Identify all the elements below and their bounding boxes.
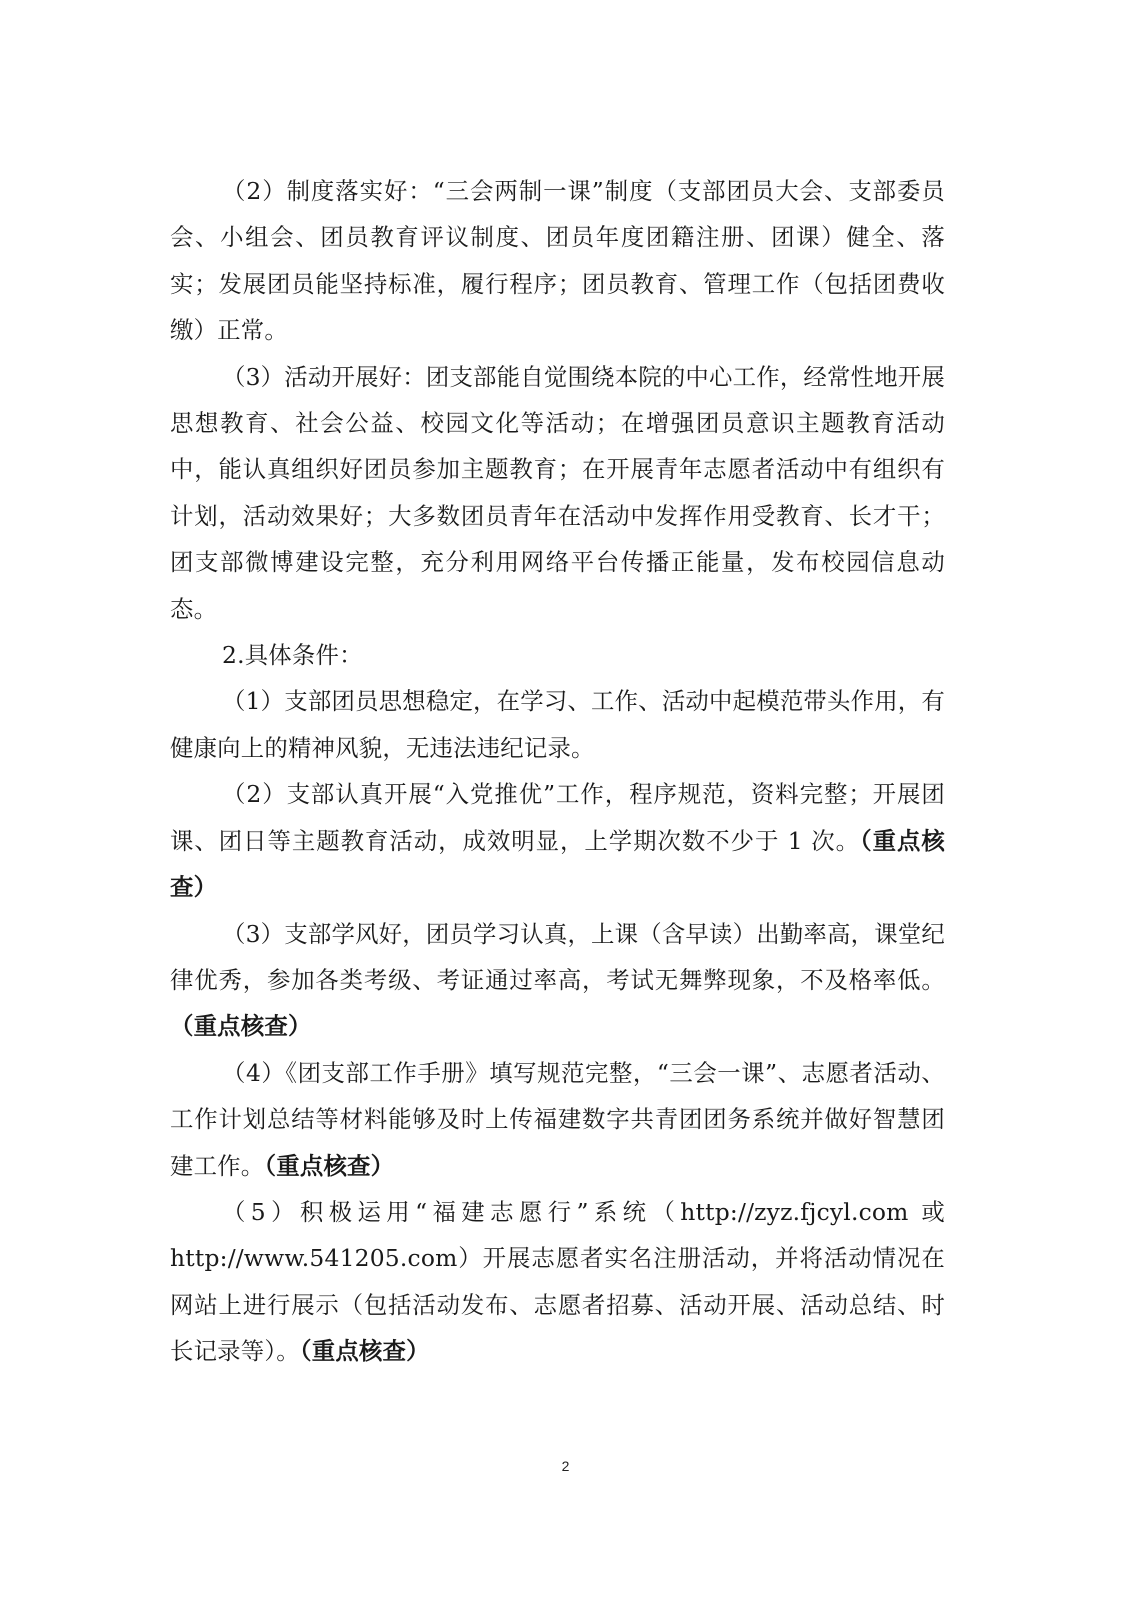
document-body bbox=[170, 168, 945, 1375]
key-check-note: （重点核查） bbox=[170, 826, 945, 902]
paragraph-text: （4）《团支部工作手册》填写规范完整，“三会一课”、志愿者活动、工作计划总结等材料能够及时上传福建数字共青团团务系统并做好智慧团建工作。 bbox=[170, 1058, 945, 1180]
paragraph-text: （3）支部学风好，团员学习认真，上课（含早读）出勤率高，课堂纪律优秀，参加各类考级、考证通过率高，考试无舞弊现象，不及格率低。 bbox=[170, 919, 945, 994]
condition-item-2 bbox=[170, 771, 945, 910]
paragraph-text: （5）积极运用“福建志愿行”系统（http://zyz.fjcyl.com 或 http://www.541205.com）开展志愿者实名注册活动，并将活动情况在网站上进行展示（包括活动发布、志愿者招募、活动开展、活动总结、时长记录等）。 bbox=[170, 1197, 945, 1366]
paragraph-activities bbox=[170, 354, 945, 632]
condition-item-1 bbox=[170, 678, 945, 771]
paragraph-system-implementation bbox=[170, 168, 945, 354]
condition-item-5 bbox=[170, 1189, 945, 1375]
key-check-note: （重点核查） bbox=[264, 1151, 395, 1180]
paragraph-text: 2.具体条件： bbox=[222, 641, 363, 670]
paragraph-text: （3）活动开展好：团支部能自觉围绕本院的中心工作，经常性地开展思想教育、社会公益、校园文化等活动；在增强团员意识主题教育活动中，能认真组织好团员参加主题教育；在开展青年志愿者活动中有组织有计划，活动效果好；大多数团员青年在活动中发挥作用受教育、长才干；团支部微博建设完整，充分利用网络平台传播正能量，发布校园信息动态。 bbox=[170, 362, 945, 623]
paragraph-text: （2）制度落实好：“三会两制一课”制度（支部团员大会、支部委员会、小组会、团员教育评议制度、团员年度团籍注册、团课）健全、落实；发展团员能坚持标准，履行程序；团员教育、管理工作（包括团费收缴）正常。 bbox=[170, 177, 945, 345]
key-check-note: （重点核查） bbox=[299, 1337, 430, 1366]
paragraph-text: （2）支部认真开展“入党推优”工作，程序规范，资料完整；开展团课、团日等主题教育活动，成效明显，上学期次数不少于 1 次。 bbox=[170, 780, 945, 855]
condition-item-3 bbox=[170, 911, 945, 1050]
page-number: 2 bbox=[561, 1458, 570, 1474]
section-heading-specific-conditions bbox=[170, 632, 945, 678]
condition-item-4 bbox=[170, 1050, 945, 1189]
key-check-note: （重点核查） bbox=[170, 1012, 312, 1041]
paragraph-text: （1）支部团员思想稳定，在学习、工作、活动中起模范带头作用，有健康向上的精神风貌，无违法违纪记录。 bbox=[170, 687, 945, 762]
